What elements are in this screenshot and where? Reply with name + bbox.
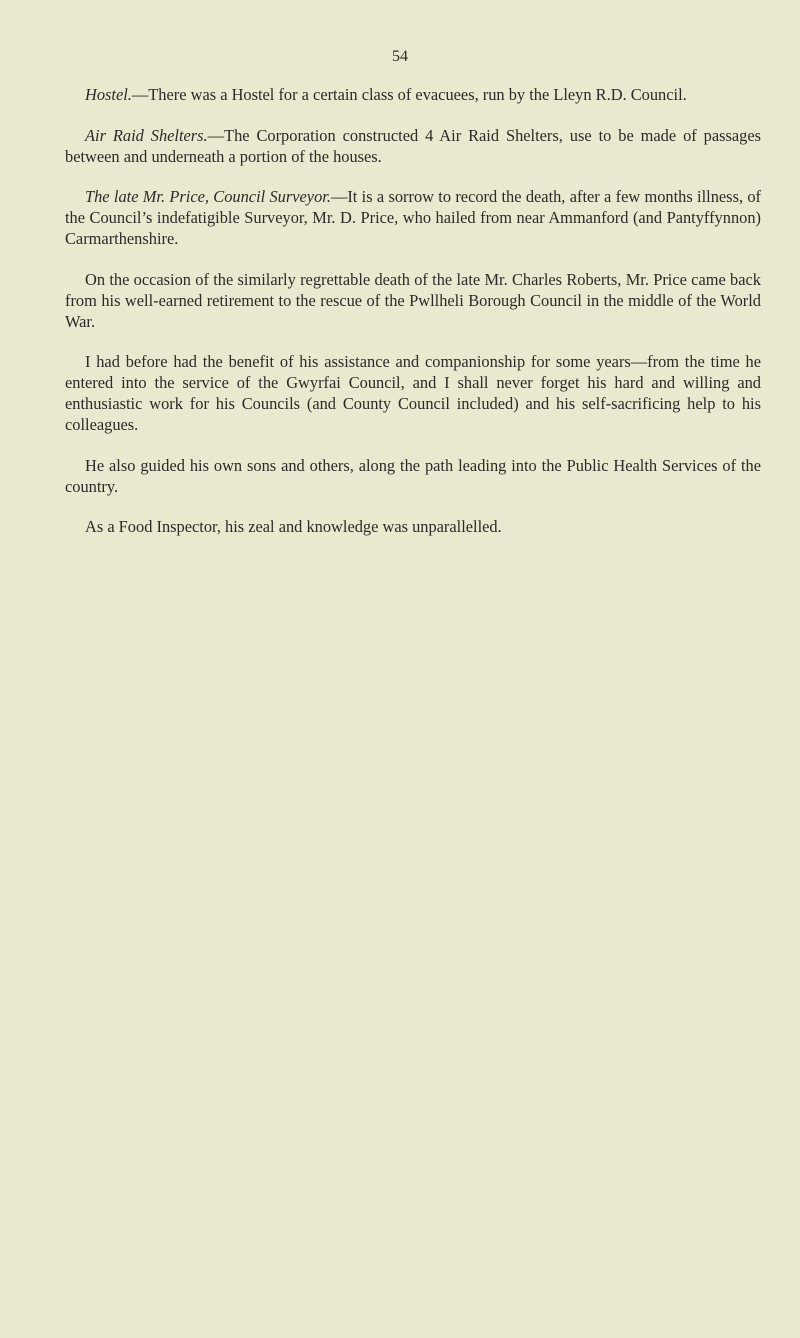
paragraph-benefit — [65, 351, 761, 435]
paragraph-text: —It is a sorrow to record the death, after a few months illness, of the Council’s indefatigible Surveyor, Mr. D. Price, who hailed from near Ammanford (and Pantyffynnon) Carmarthenshire. — [65, 187, 761, 248]
paragraph-occasion — [65, 269, 761, 332]
paragraph-air-raid-shelters — [65, 125, 761, 167]
paragraph-text: —The Corporation constructed 4 Air Raid Shelters, use to be made of passages between and underneath a portion of the houses. — [65, 125, 762, 166]
paragraph-text: On the occasion of the similarly regrettable death of the late Mr. Charles Roberts, Mr. Price came back from his well-earned retirement to the rescue of the Pwllheli Borough Council in the middle of the World War. — [65, 269, 761, 331]
paragraph-text: He also guided his own sons and others, along the path leading into the Public Health Services of the country. — [65, 455, 761, 496]
paragraph-heading: Hostel. — [85, 85, 132, 104]
paragraph-text: As a Food Inspector, his zeal and knowledge was unparallelled. — [85, 517, 502, 536]
paragraph-text: I had before had the benefit of his assistance and companionship for some years—from the time he entered into the service of the Gwyrfai Council, and I shall never forget his hard and willing and enthusiastic work for his Councils (and County Council included) and his self-sacrificing help to his colleagues. — [65, 352, 761, 434]
paragraph-heading: Air Raid Shelters. — [85, 125, 208, 145]
paragraph-heading: The late Mr. Price, Council Surveyor. — [85, 187, 331, 206]
page-number: 54 — [392, 48, 408, 65]
paragraph-guided — [65, 455, 761, 497]
page-body — [65, 84, 761, 557]
paragraph-mr-price — [65, 186, 761, 249]
paragraph-text: —There was a Hostel for a certain class of evacuees, run by the Lleyn R.D. Council. — [131, 85, 687, 104]
paragraph-food-inspector — [65, 516, 761, 537]
paragraph-hostel — [65, 84, 761, 105]
